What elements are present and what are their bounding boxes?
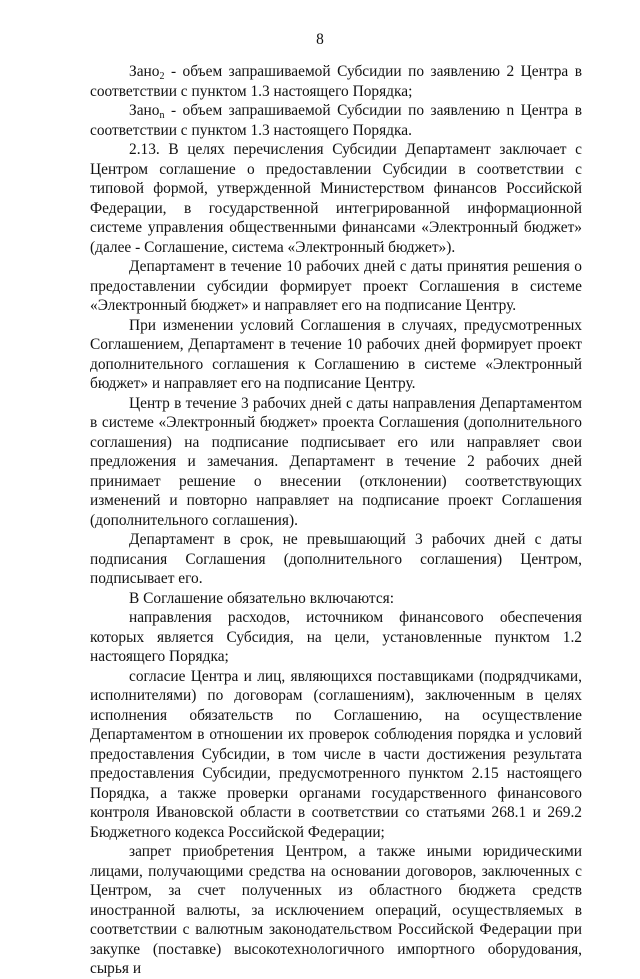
list-paragraph: направления расходов, источником финансового обеспечения которых является Субсидия, на цели, установленные пунктом 1.2 настоящего Порядка;	[90, 609, 582, 665]
list-paragraph: запрет приобретения Центром, а также иными юридическими лицами, получающими средства на основании договоров, заключенных с Центром, за счет полученных из областного бюджета средств иностранной валюты, за исключением операций, осуществляемых в соответствии с валютным законодательством Российской Федерации при закупке (поставке) высокотехнологичного импортного оборудования, сырья и	[90, 843, 582, 977]
formula-definition-paragraph	[90, 101, 582, 140]
document-body	[90, 62, 582, 979]
formula-definition-text: - объем запрашиваемой Субсидии по заявлению 2 Центра в соответствии с пунктом 1.3 настоящего Порядка;	[90, 63, 582, 100]
paragraph: Департамент в срок, не превышающий 3 рабочих дней с даты подписания Соглашения (дополнительного соглашения) Центром, подписывает его.	[90, 531, 582, 587]
formula-subscript: n	[159, 110, 165, 121]
formula-definition-text: - объем запрашиваемой Субсидии по заявлению n Центра в соответствии с пунктом 1.3 настоящего Порядка.	[90, 102, 582, 139]
paragraph: При изменении условий Соглашения в случаях, предусмотренных Соглашением, Департамент в течение 10 рабочих дней формирует проект дополнительного соглашения к Соглашению в системе «Электронный бюджет» и направляет его на подписание Центру.	[90, 316, 582, 392]
formula-definition-paragraph	[90, 62, 582, 101]
formula-subscript: 2	[159, 71, 165, 82]
paragraph: В Соглашение обязательно включаются:	[129, 589, 395, 607]
paragraph: Центр в течение 3 рабочих дней с даты направления Департаментом в системе «Электронный бюджет» проекта Соглашения (дополнительного соглашения) на подписание подписывает его или направляет свои предложения и замечания. Департамент в течение 2 рабочих дней принимает решение о внесении (отклонении) соответствующих изменений и повторно направляет на подписание проект Соглашения (дополнительного соглашения).	[90, 394, 582, 529]
list-paragraph: согласие Центра и лиц, являющихся поставщиками (подрядчиками, исполнителями) по договорам (соглашениям), заключенным в целях исполнения обязательств по Соглашению, на осуществление Департаментом в отношении их проверок соблюдения порядка и условий предоставления Субсидии, в том числе в части достижения результата предоставления Субсидии, предусмотренного пунктом 2.15 настоящего Порядка, а также проверки органами государственного финансового контроля Ивановской области в соответствии со статьями 268.1 и 269.2 Бюджетного кодекса Российской Федерации;	[90, 667, 582, 841]
paragraph: Департамент в течение 10 рабочих дней с даты принятия решения о предоставлении субсидии формирует проект Соглашения в системе «Электронный бюджет» и направляет его на подписание Центру.	[90, 258, 582, 314]
formula-symbol: Зано	[129, 63, 160, 80]
page-number: 8	[316, 31, 324, 48]
paragraph-2-13: 2.13. В целях перечисления Субсидии Департамент заключает с Центром соглашение о предоставлении Субсидии в соответствии с типовой формой, утвержденной Министерством финансов Российской Федерации, в государственной интегрированной информационной системе управления общественными финансами «Электронный бюджет» (далее - Соглашение, система «Электронный бюджет»).	[90, 141, 582, 256]
formula-symbol: Зано	[129, 102, 160, 119]
